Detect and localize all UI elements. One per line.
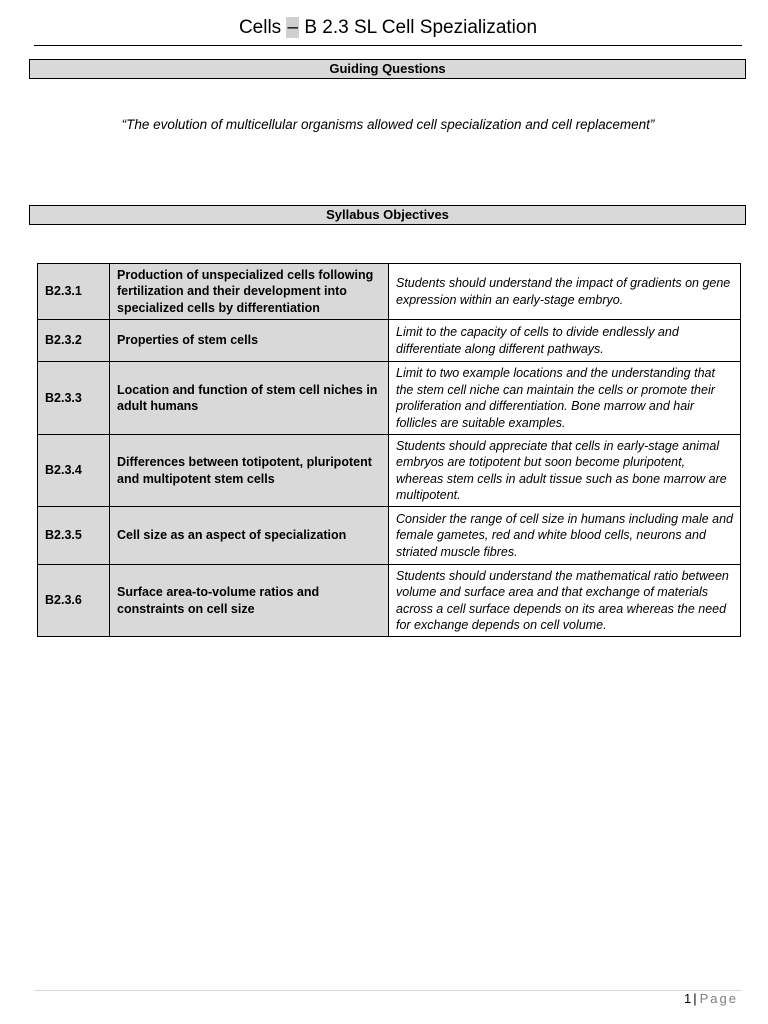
objective-guidance: Students should understand the impact of gradients on gene expression within an early-stage embryo. <box>389 264 741 320</box>
table-row <box>38 565 741 637</box>
page-title-suffix: B 2.3 SL Cell Spezialization <box>299 17 538 38</box>
footer-rule <box>34 990 742 991</box>
page-word: Page <box>699 991 738 1006</box>
page-title-prefix: Cells <box>238 17 287 38</box>
objective-code: B2.3.3 <box>38 362 110 435</box>
objective-code: B2.3.2 <box>38 320 110 362</box>
title-underline <box>34 45 742 46</box>
objective-code: B2.3.5 <box>38 507 110 565</box>
objective-topic: Location and function of stem cell niches in adult humans <box>110 362 389 435</box>
objective-code: B2.3.6 <box>38 565 110 637</box>
guiding-questions-heading: Guiding Questions <box>29 59 746 79</box>
syllabus-objectives-heading: Syllabus Objectives <box>29 205 746 225</box>
table-row <box>38 320 741 362</box>
table-row <box>38 264 741 320</box>
objective-topic: Differences between totipotent, pluripotent and multipotent stem cells <box>110 435 389 507</box>
objective-guidance: Limit to two example locations and the understanding that the stem cell niche can maintain the cells or promote their proliferation and differentiation. Bone marrow and hair follicles are suitable examples. <box>389 362 741 435</box>
page-footer <box>684 991 738 1007</box>
objective-guidance: Students should appreciate that cells in early-stage animal embryos are totipotent but soon become pluripotent, whereas stem cells in adult tissue such as bone marrow are multipotent. <box>389 435 741 507</box>
page-title-dash: – <box>287 17 299 38</box>
objective-code: B2.3.4 <box>38 435 110 507</box>
guiding-quote: “The evolution of multicellular organisms allowed cell specialization and cell replacement” <box>121 117 655 132</box>
objective-topic: Production of unspecialized cells following fertilization and their development into specialized cells by differentiation <box>110 264 389 320</box>
objective-guidance: Consider the range of cell size in humans including male and female gametes, red and white blood cells, neurons and striated muscle fibres. <box>389 507 741 565</box>
objective-guidance: Limit to the capacity of cells to divide endlessly and differentiate along different pathways. <box>389 320 741 362</box>
objective-topic: Cell size as an aspect of specialization <box>110 507 389 565</box>
objective-topic: Properties of stem cells <box>110 320 389 362</box>
table-row <box>38 507 741 565</box>
table-row <box>38 435 741 507</box>
page-separator: | <box>693 991 697 1006</box>
objective-code: B2.3.1 <box>38 264 110 320</box>
syllabus-objectives-table <box>37 263 741 637</box>
page-number: 1 <box>684 991 692 1006</box>
objective-topic: Surface area-to-volume ratios and constraints on cell size <box>110 565 389 637</box>
page-title <box>0 16 768 40</box>
objective-guidance: Students should understand the mathematical ratio between volume and surface area and that exchange of materials across a cell surface depends on its area whereas the need for exchange depends on cell volume. <box>389 565 741 637</box>
table-row <box>38 362 741 435</box>
